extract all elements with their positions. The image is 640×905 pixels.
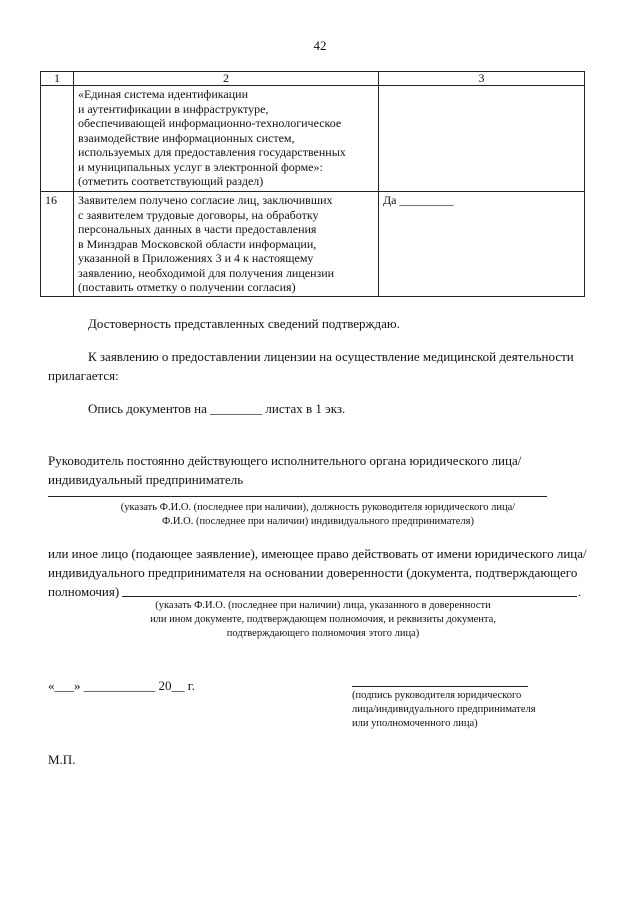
proxy-hint-line2: или ином документе, подтверждающем полномочия, и реквизиты документа,: [150, 614, 496, 625]
row-text-line: в Минздрав Московской области информации,: [78, 236, 317, 251]
row-text-line: Заявителем получено согласие лиц, заключивших: [78, 193, 333, 207]
signature-hint-line2: лица/индивидуального предпринимателя: [352, 704, 536, 715]
proxy-line1: или иное лицо (подающее заявление), имеющее право действовать от имени юридического лица/: [48, 546, 587, 561]
application-table: [40, 71, 585, 297]
column-header-3: 3: [379, 72, 585, 86]
row-text-line: указанной в Приложениях 3 и 4 к настоящему: [78, 251, 314, 265]
proxy-hint-line3: подтверждающего полномочия этого лица): [226, 628, 420, 639]
consent-mark-field[interactable]: Да _________: [379, 192, 585, 297]
head-hint-line1: (указать Ф.И.О. (последнее при наличии), должность руководителя юридического лица/: [120, 502, 516, 513]
proxy-line2: индивидуального предпринимателя на основании доверенности (документа, подтверждающего: [48, 565, 578, 580]
stamp-place: М.П.: [48, 752, 76, 767]
row-number: [41, 86, 74, 192]
row-description: [74, 192, 379, 297]
row-text-line: (отметить соответствующий раздел): [78, 174, 264, 188]
row-text-line: «Единая система идентификации: [78, 87, 248, 101]
inventory-line: Опись документов на ________ листах в 1 экз.: [88, 401, 346, 416]
proxy-line3: полномочия): [48, 584, 120, 599]
row-text-line: обеспечивающей информационно-технологическое: [78, 116, 342, 130]
column-header-1: 1: [41, 72, 74, 86]
row-text-line: персональных данных в части предоставления: [78, 222, 317, 236]
table-row: [41, 86, 585, 192]
signature-hint-line3: или уполномоченного лица): [352, 718, 478, 729]
proxy-period: .: [578, 584, 582, 599]
signature-blank-line[interactable]: [352, 686, 528, 687]
row-text-line: заявлению, необходимой для получения лицензии: [78, 265, 335, 280]
confirmation-statement: Достоверность представленных сведений подтверждаю.: [88, 316, 400, 331]
row-text-line: (поставить отметку о получении согласия): [78, 280, 296, 294]
column-header-2: 2: [74, 72, 379, 86]
table-header-row: [41, 72, 585, 86]
attachment-intro-line1: К заявлению о предоставлении лицензии на осуществление медицинской деятельности: [88, 349, 574, 364]
row-value-field[interactable]: [379, 86, 585, 192]
row-text-line: взаимодействие информационных систем,: [78, 130, 295, 145]
page-number: 42: [313, 38, 327, 53]
row-text-line: и аутентификации в инфраструктуре,: [78, 101, 269, 116]
date-line[interactable]: «___» ___________ 20__ г.: [48, 678, 195, 693]
row-text-line: используемых для предоставления государственных: [78, 145, 346, 159]
row-number: 16: [41, 192, 74, 297]
signature-hint-line1: (подпись руководителя юридического: [352, 690, 522, 701]
proxy-name-blank-line[interactable]: [122, 596, 577, 597]
head-title-line2: индивидуальный предприниматель: [48, 472, 244, 487]
head-title-line1: Руководитель постоянно действующего исполнительного органа юридического лица/: [48, 453, 522, 468]
table-row: [41, 192, 585, 297]
row-text-line: с заявителем трудовые договоры, на обработку: [78, 207, 319, 222]
row-text-line: и муниципальных услуг в электронной форме»:: [78, 159, 323, 174]
head-hint-line2: Ф.И.О. (последнее при наличии) индивидуального предпринимателя): [162, 516, 474, 527]
head-name-blank-line[interactable]: [48, 496, 547, 497]
attachment-intro-line2: прилагается:: [48, 368, 119, 383]
proxy-hint-line1: (указать Ф.И.О. (последнее при наличии) лица, указанного в доверенности: [155, 600, 491, 611]
row-description: [74, 86, 379, 192]
